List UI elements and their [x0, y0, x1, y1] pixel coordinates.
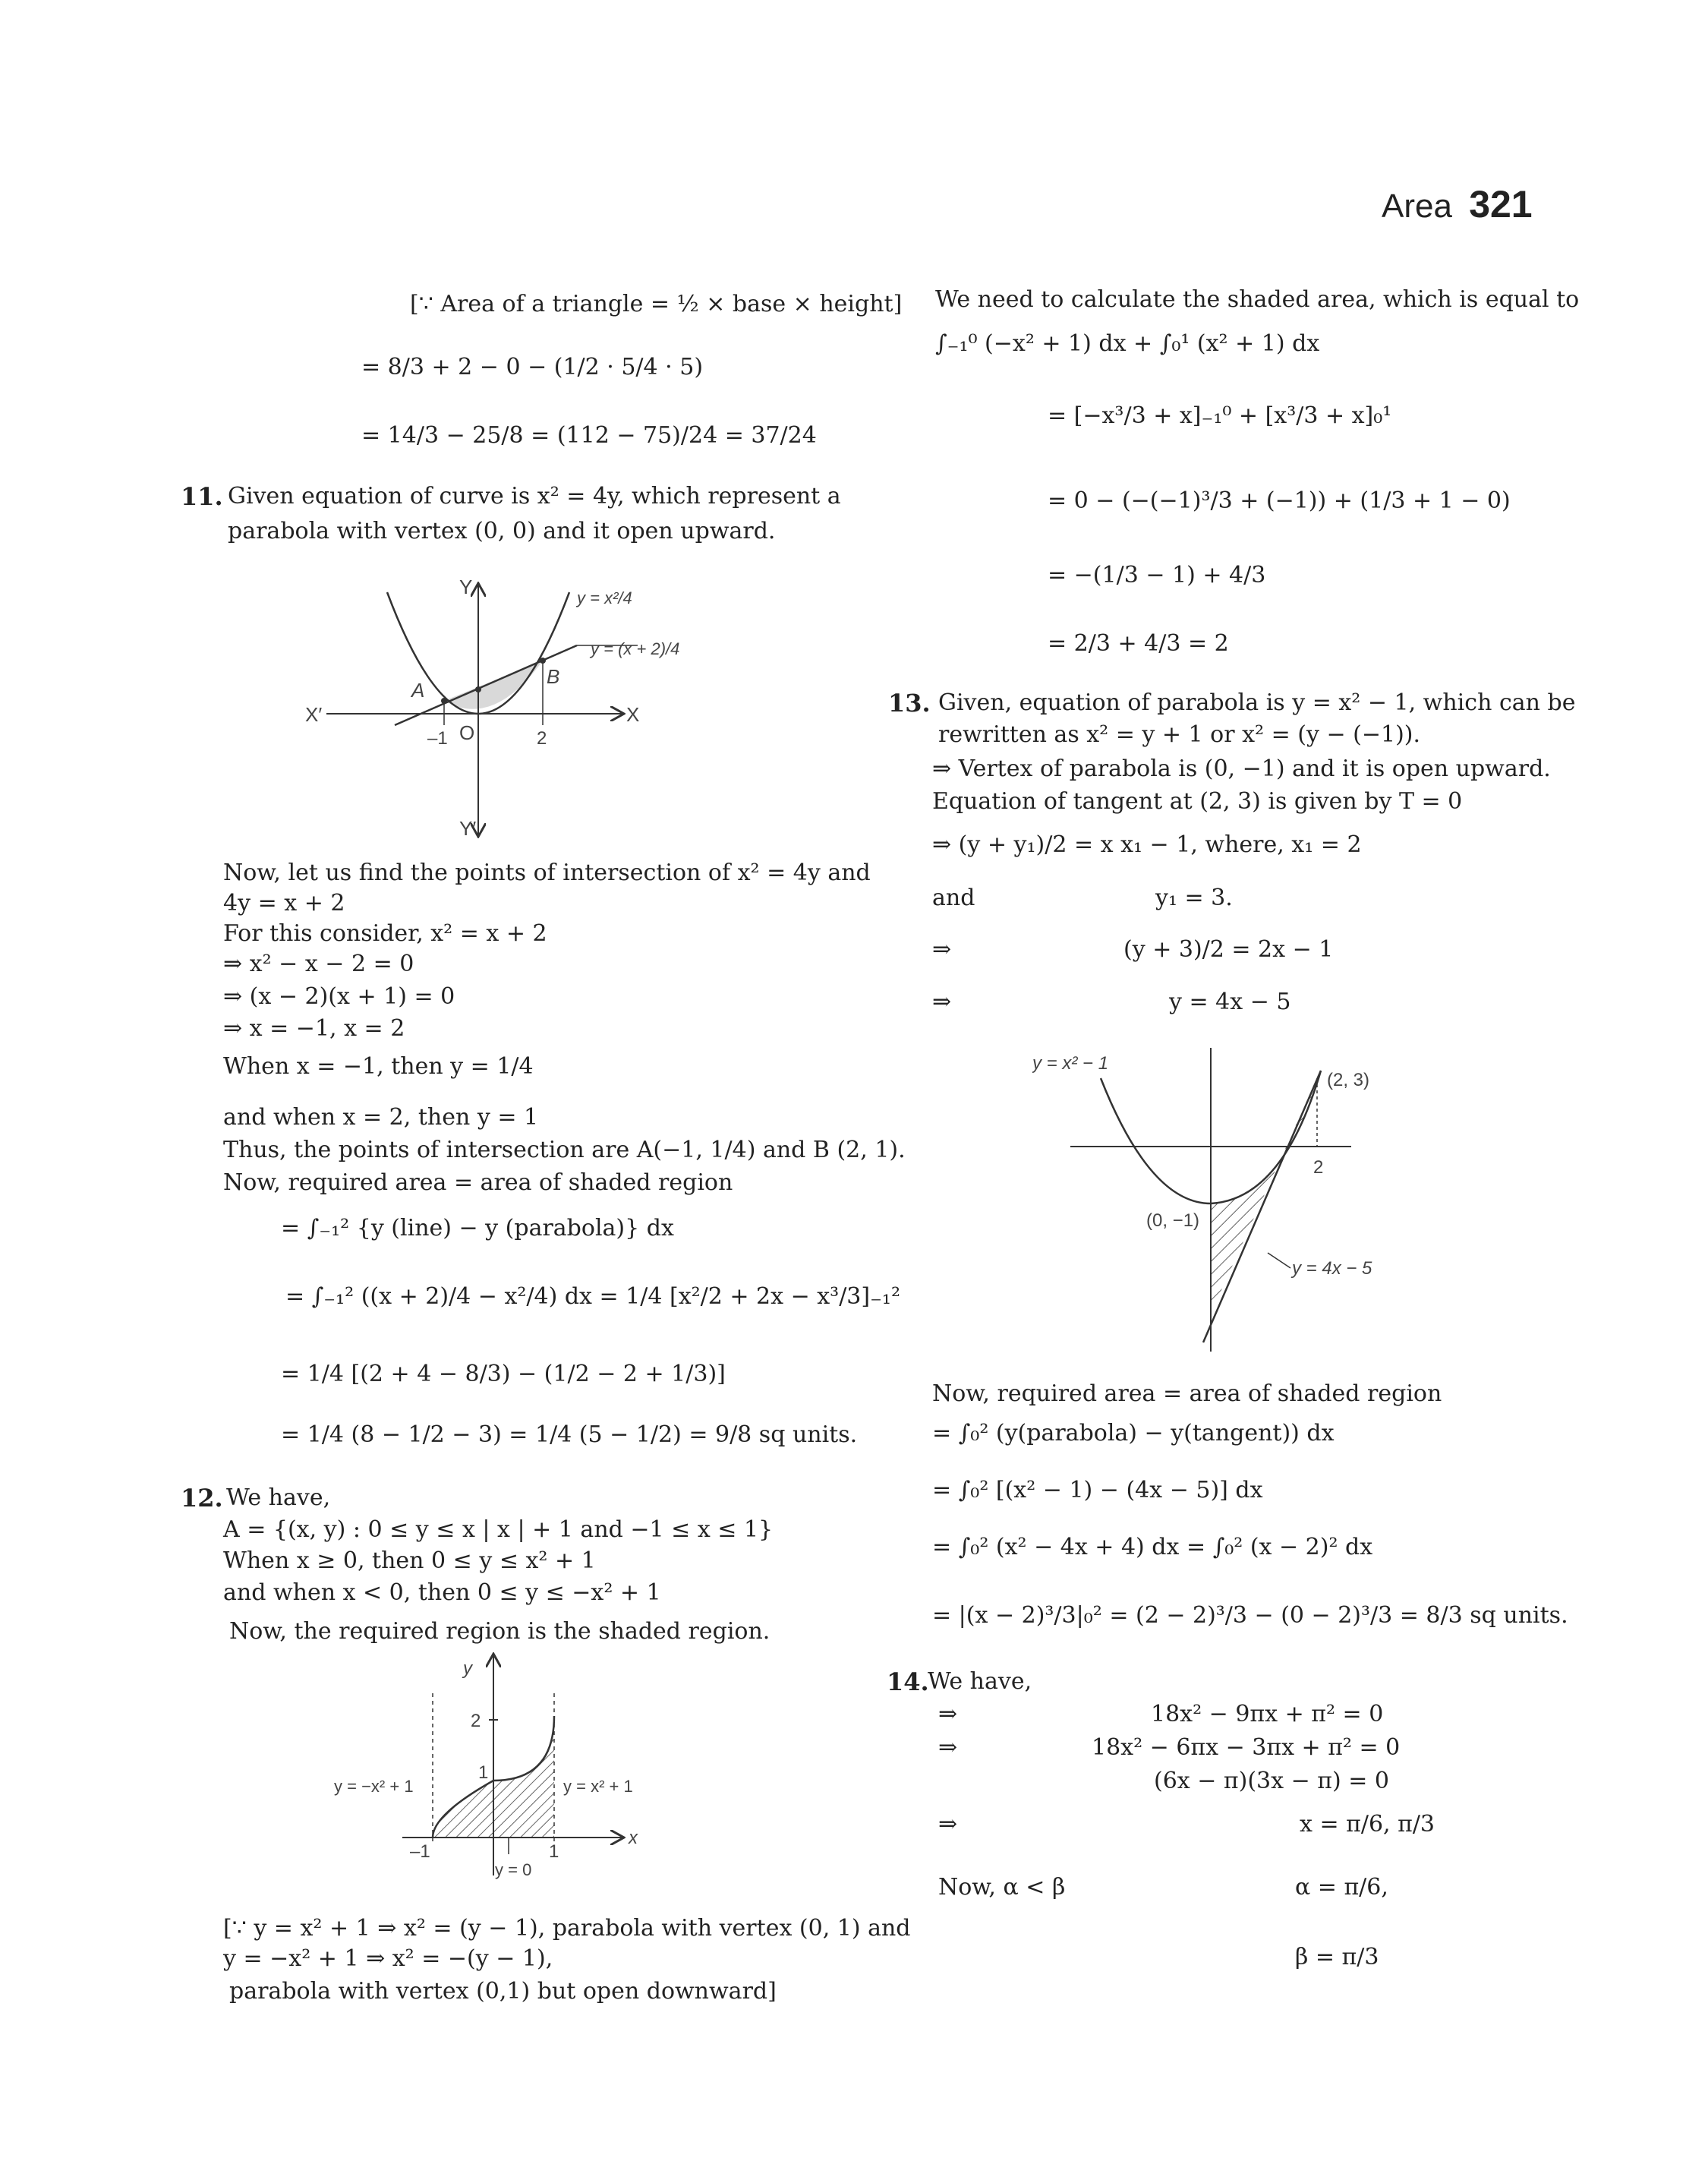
- problem-number-11: 11.: [181, 482, 223, 511]
- solution-line: Now, required area = area of shaded region: [223, 1169, 733, 1196]
- equation-line: = 14/3 − 25/8 = (112 − 75)/24 = 37/24: [361, 422, 817, 449]
- problem-12-text: When x ≥ 0, then 0 ≤ y ≤ x² + 1: [223, 1547, 596, 1574]
- tick-2: 2: [471, 1711, 481, 1731]
- label-y: y: [463, 1658, 472, 1679]
- tick-minus-1: –1: [410, 1841, 430, 1862]
- label-left-curve: y = −x² + 1: [334, 1777, 414, 1796]
- integral-line: = ∫₀² (x² − 4x + 4) dx = ∫₀² (x − 2)² dx: [932, 1534, 1373, 1560]
- problem-14-text: ⇒: [938, 1701, 958, 1727]
- note-line: parabola with vertex (0,1) but open downward]: [229, 1978, 777, 2005]
- integral-line: = ∫₋₁² {y (line) − y (parabola)} dx: [281, 1215, 674, 1241]
- problem-14-text: (6x − π)(3x − π) = 0: [1154, 1768, 1389, 1794]
- integral-line: = |(x − 2)³/3|₀² = (2 − 2)³/3 − (0 − 2)³/3 = 8/3 sq units.: [932, 1602, 1568, 1629]
- problem-13-text: (y + 3)/2 = 2x − 1: [1123, 936, 1334, 963]
- tick-2: 2: [1313, 1157, 1324, 1178]
- problem-14-text: We have,: [928, 1668, 1032, 1695]
- label-parabola: y = x²/4: [577, 588, 632, 607]
- label-x-neg: X′: [305, 703, 323, 726]
- solution-line: and when x = 2, then y = 1: [223, 1104, 539, 1131]
- note-line: [∵ y = x² + 1 ⇒ x² = (y − 1), parabola with vertex (0, 1) and: [223, 1915, 911, 1942]
- problem-13-text: ⇒: [932, 989, 952, 1015]
- solution-line: ⇒ x = −1, x = 2: [223, 1015, 405, 1042]
- label-origin: O: [459, 721, 475, 744]
- solution-line: We need to calculate the shaded area, which is equal to: [935, 286, 1580, 313]
- problem-14-text: x = π/6, π/3: [1300, 1811, 1435, 1838]
- problem-12-text: A = {(x, y) : 0 ≤ y ≤ x | x | + 1 and −1 ≤ x ≤ 1}: [223, 1516, 774, 1543]
- solution-line: ⇒ (x − 2)(x + 1) = 0: [223, 983, 455, 1010]
- figure-13-tangent: [1032, 1040, 1382, 1359]
- problem-14-text: ⇒: [938, 1811, 958, 1838]
- equation-line: = 8/3 + 2 − 0 − (1/2 · 5/4 · 5): [361, 354, 704, 380]
- solution-line: Now, required area = area of shaded region: [932, 1380, 1442, 1407]
- figure-11-parabola-line: [304, 562, 698, 850]
- label-vertex: (0, −1): [1146, 1210, 1200, 1231]
- chapter-title: Area: [1382, 188, 1452, 225]
- problem-13-text: y = 4x − 5: [1169, 989, 1291, 1015]
- point-intercept: [475, 686, 481, 692]
- tick-plus-1: 1: [549, 1841, 559, 1862]
- tick-2: 2: [537, 728, 547, 749]
- point-b: [540, 658, 546, 664]
- problem-13-text: ⇒ Vertex of parabola is (0, −1) and it is open upward.: [932, 756, 1551, 782]
- label-x: x: [629, 1828, 638, 1848]
- label-y0: y = 0: [495, 1860, 532, 1879]
- tick-minus-1: –1: [427, 728, 448, 749]
- solution-line: 4y = x + 2: [223, 890, 345, 916]
- problem-14-text: 18x² − 6πx − 3πx + π² = 0: [1092, 1734, 1401, 1761]
- figure-12-region: [334, 1648, 668, 1891]
- problem-14-text: α = π/6,: [1295, 1874, 1388, 1901]
- problem-number-13: 13.: [888, 689, 931, 718]
- integral-line: = ∫₋₁² ((x + 2)/4 − x²/4) dx = 1/4 [x²/2 + 2x − x³/3]₋₁²: [285, 1283, 900, 1310]
- triangle-note: [∵ Area of a triangle = ½ × base × height]: [410, 291, 903, 317]
- label-line: y = (x + 2)/4: [591, 639, 680, 658]
- label-tangent: y = 4x − 5: [1292, 1258, 1372, 1279]
- label-parabola: y = x² − 1: [1032, 1053, 1109, 1074]
- label-y: Y: [459, 576, 473, 598]
- problem-11-text: parabola with vertex (0, 0) and it open upward.: [228, 518, 776, 544]
- integral-line: = 2/3 + 4/3 = 2: [1048, 630, 1229, 657]
- problem-number-14: 14.: [887, 1667, 929, 1696]
- integral-line: = ∫₀² [(x² − 1) − (4x − 5)] dx: [932, 1477, 1263, 1503]
- problem-13-text: Equation of tangent at (2, 3) is given by T = 0: [932, 788, 1463, 815]
- integral-line: = 1/4 [(2 + 4 − 8/3) − (1/2 − 2 + 1/3)]: [281, 1361, 726, 1387]
- solution-line: When x = −1, then y = 1/4: [223, 1053, 534, 1080]
- solution-line: For this consider, x² = x + 2: [223, 920, 547, 947]
- integral-line: = 1/4 (8 − 1/2 − 3) = 1/4 (5 − 1/2) = 9/8 sq units.: [281, 1421, 858, 1448]
- running-header: [1382, 182, 1533, 226]
- label-right-curve: y = x² + 1: [563, 1777, 633, 1796]
- integral-line: = [−x³/3 + x]₋₁⁰ + [x³/3 + x]₀¹: [1048, 402, 1392, 429]
- label-a: A: [411, 679, 425, 702]
- problem-13-text: and: [932, 885, 975, 911]
- page-number: 321: [1469, 183, 1533, 226]
- label-point: (2, 3): [1327, 1070, 1370, 1090]
- integral-line: = ∫₀² (y(parabola) − y(tangent)) dx: [932, 1420, 1335, 1446]
- note-line: y = −x² + 1 ⇒ x² = −(y − 1),: [223, 1945, 553, 1972]
- integral-line: ∫₋₁⁰ (−x² + 1) dx + ∫₀¹ (x² + 1) dx: [935, 330, 1320, 357]
- problem-11-text: Given equation of curve is x² = 4y, which represent a: [228, 483, 841, 509]
- label-b: B: [547, 665, 560, 688]
- problem-13-text: ⇒ (y + y₁)/2 = x x₁ − 1, where, x₁ = 2: [932, 831, 1362, 858]
- integral-line: = 0 − (−(−1)³/3 + (−1)) + (1/3 + 1 − 0): [1048, 487, 1511, 514]
- problem-13-text: rewritten as x² = y + 1 or x² = (y − (−1)).: [938, 721, 1421, 748]
- problem-12-text: We have,: [226, 1484, 331, 1511]
- tick-1: 1: [478, 1762, 489, 1783]
- solution-line: Thus, the points of intersection are A(−1, 1/4) and B (2, 1).: [223, 1137, 906, 1163]
- solution-line: Now, let us find the points of intersection of x² = 4y and: [223, 860, 871, 886]
- label-y-neg: Y′: [459, 817, 477, 840]
- integral-line: = −(1/3 − 1) + 4/3: [1048, 562, 1266, 588]
- problem-13-text: ⇒: [932, 936, 952, 963]
- problem-number-12: 12.: [181, 1484, 223, 1513]
- problem-14-text: β = π/3: [1295, 1944, 1379, 1970]
- problem-14-text: 18x² − 9πx + π² = 0: [1151, 1701, 1384, 1727]
- problem-12-text: Now, the required region is the shaded region.: [229, 1618, 770, 1645]
- problem-14-text: Now, α < β: [938, 1874, 1066, 1901]
- problem-14-text: ⇒: [938, 1734, 958, 1761]
- problem-13-text: y₁ = 3.: [1155, 885, 1233, 911]
- problem-13-text: Given, equation of parabola is y = x² − 1, which can be: [938, 689, 1576, 716]
- label-x: X: [626, 703, 640, 726]
- problem-12-text: and when x < 0, then 0 ≤ y ≤ −x² + 1: [223, 1579, 661, 1606]
- solution-line: ⇒ x² − x − 2 = 0: [223, 951, 414, 977]
- point-a: [441, 698, 447, 704]
- tangent-pointer: [1268, 1253, 1290, 1268]
